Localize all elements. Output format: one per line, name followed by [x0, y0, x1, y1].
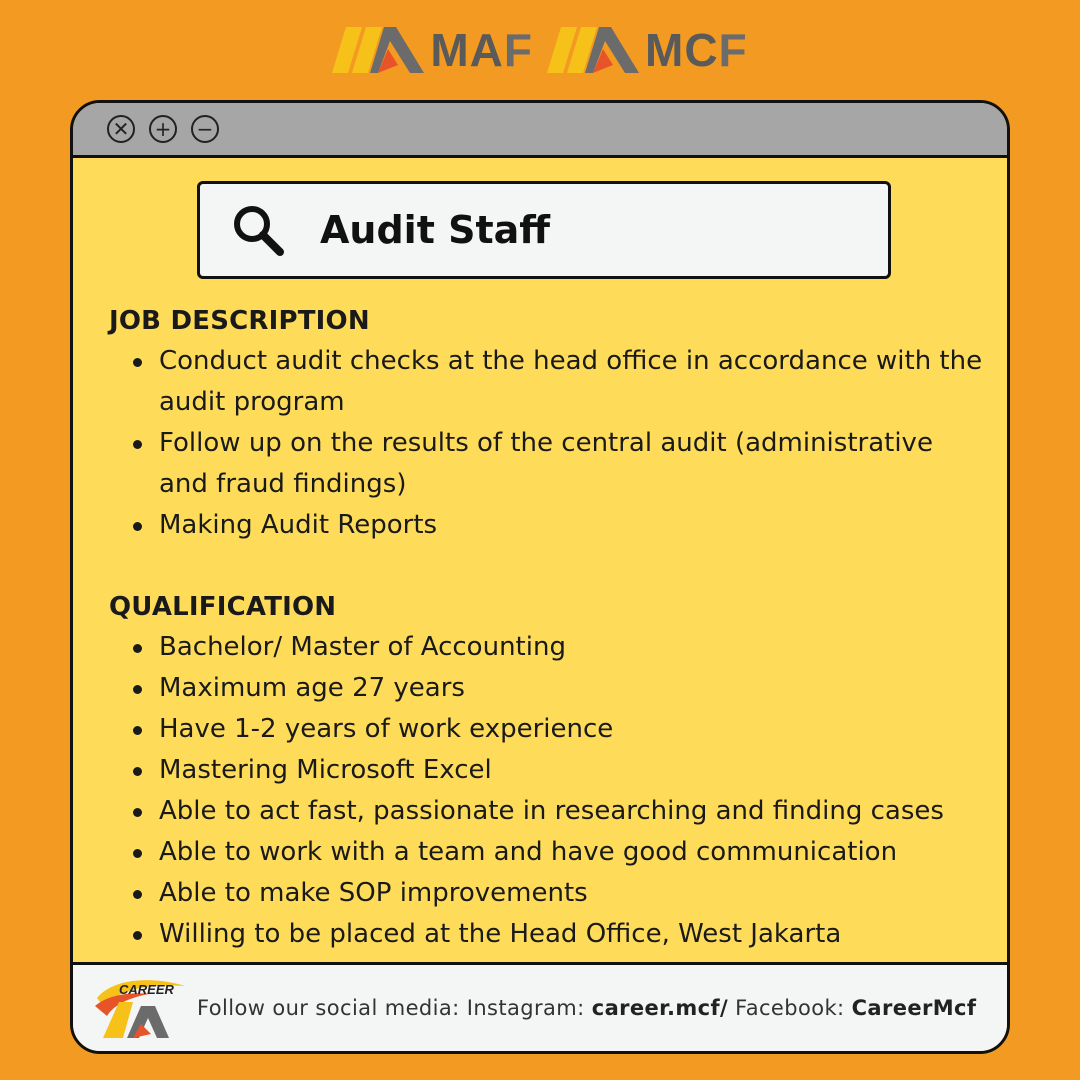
- job-description-list: [109, 341, 989, 546]
- job-posting-content: [109, 301, 989, 955]
- mcf-logo: [547, 23, 748, 77]
- qualification-list: [109, 627, 989, 955]
- qualification-heading: QUALIFICATION: [109, 592, 337, 622]
- list-item: Follow up on the results of the central audit (administrative and fraud findings): [159, 423, 989, 505]
- list-item: Maximum age 27 years: [159, 668, 989, 709]
- instagram-handle[interactable]: career.mcf/: [591, 996, 729, 1020]
- minus-icon[interactable]: −: [191, 115, 219, 143]
- window-title-bar: [73, 103, 1007, 158]
- list-item: Bachelor/ Master of Accounting: [159, 627, 989, 668]
- mcf-logo-mark-icon: [547, 27, 639, 73]
- list-item: Conduct audit checks at the head office in accordance with the audit program: [159, 341, 989, 423]
- section-spacer: [109, 546, 989, 587]
- job-description-heading: JOB DESCRIPTION: [109, 306, 370, 336]
- mcf-logo-text: MCF: [645, 24, 748, 76]
- footer-bar: [73, 962, 1007, 1051]
- social-media-text: Follow our social media: Instagram: career.mcf/ Facebook: CareerMcf: [197, 996, 977, 1020]
- list-item: Able to act fast, passionate in researching and finding cases: [159, 791, 989, 832]
- plus-icon[interactable]: +: [149, 115, 177, 143]
- close-icon[interactable]: ✕: [107, 115, 135, 143]
- maf-logo: [332, 23, 533, 77]
- list-item: Have 1-2 years of work experience: [159, 709, 989, 750]
- list-item: Able to make SOP improvements: [159, 873, 989, 914]
- list-item: Able to work with a team and have good communication: [159, 832, 989, 873]
- search-icon: [230, 202, 286, 258]
- list-item: Willing to be placed at the Head Office, West Jakarta: [159, 914, 989, 955]
- maf-logo-text: MAF: [430, 24, 533, 76]
- search-bar[interactable]: [197, 181, 891, 279]
- list-item: Mastering Microsoft Excel: [159, 750, 989, 791]
- facebook-handle[interactable]: CareerMcf: [851, 996, 977, 1020]
- list-item: Making Audit Reports: [159, 505, 989, 546]
- maf-logo-mark-icon: [332, 27, 424, 73]
- search-query: Audit Staff: [320, 208, 551, 252]
- browser-window: [70, 100, 1010, 1054]
- career-logo: [93, 976, 189, 1040]
- career-logo-text: CAREER: [119, 982, 174, 997]
- brand-logos: [0, 24, 1080, 76]
